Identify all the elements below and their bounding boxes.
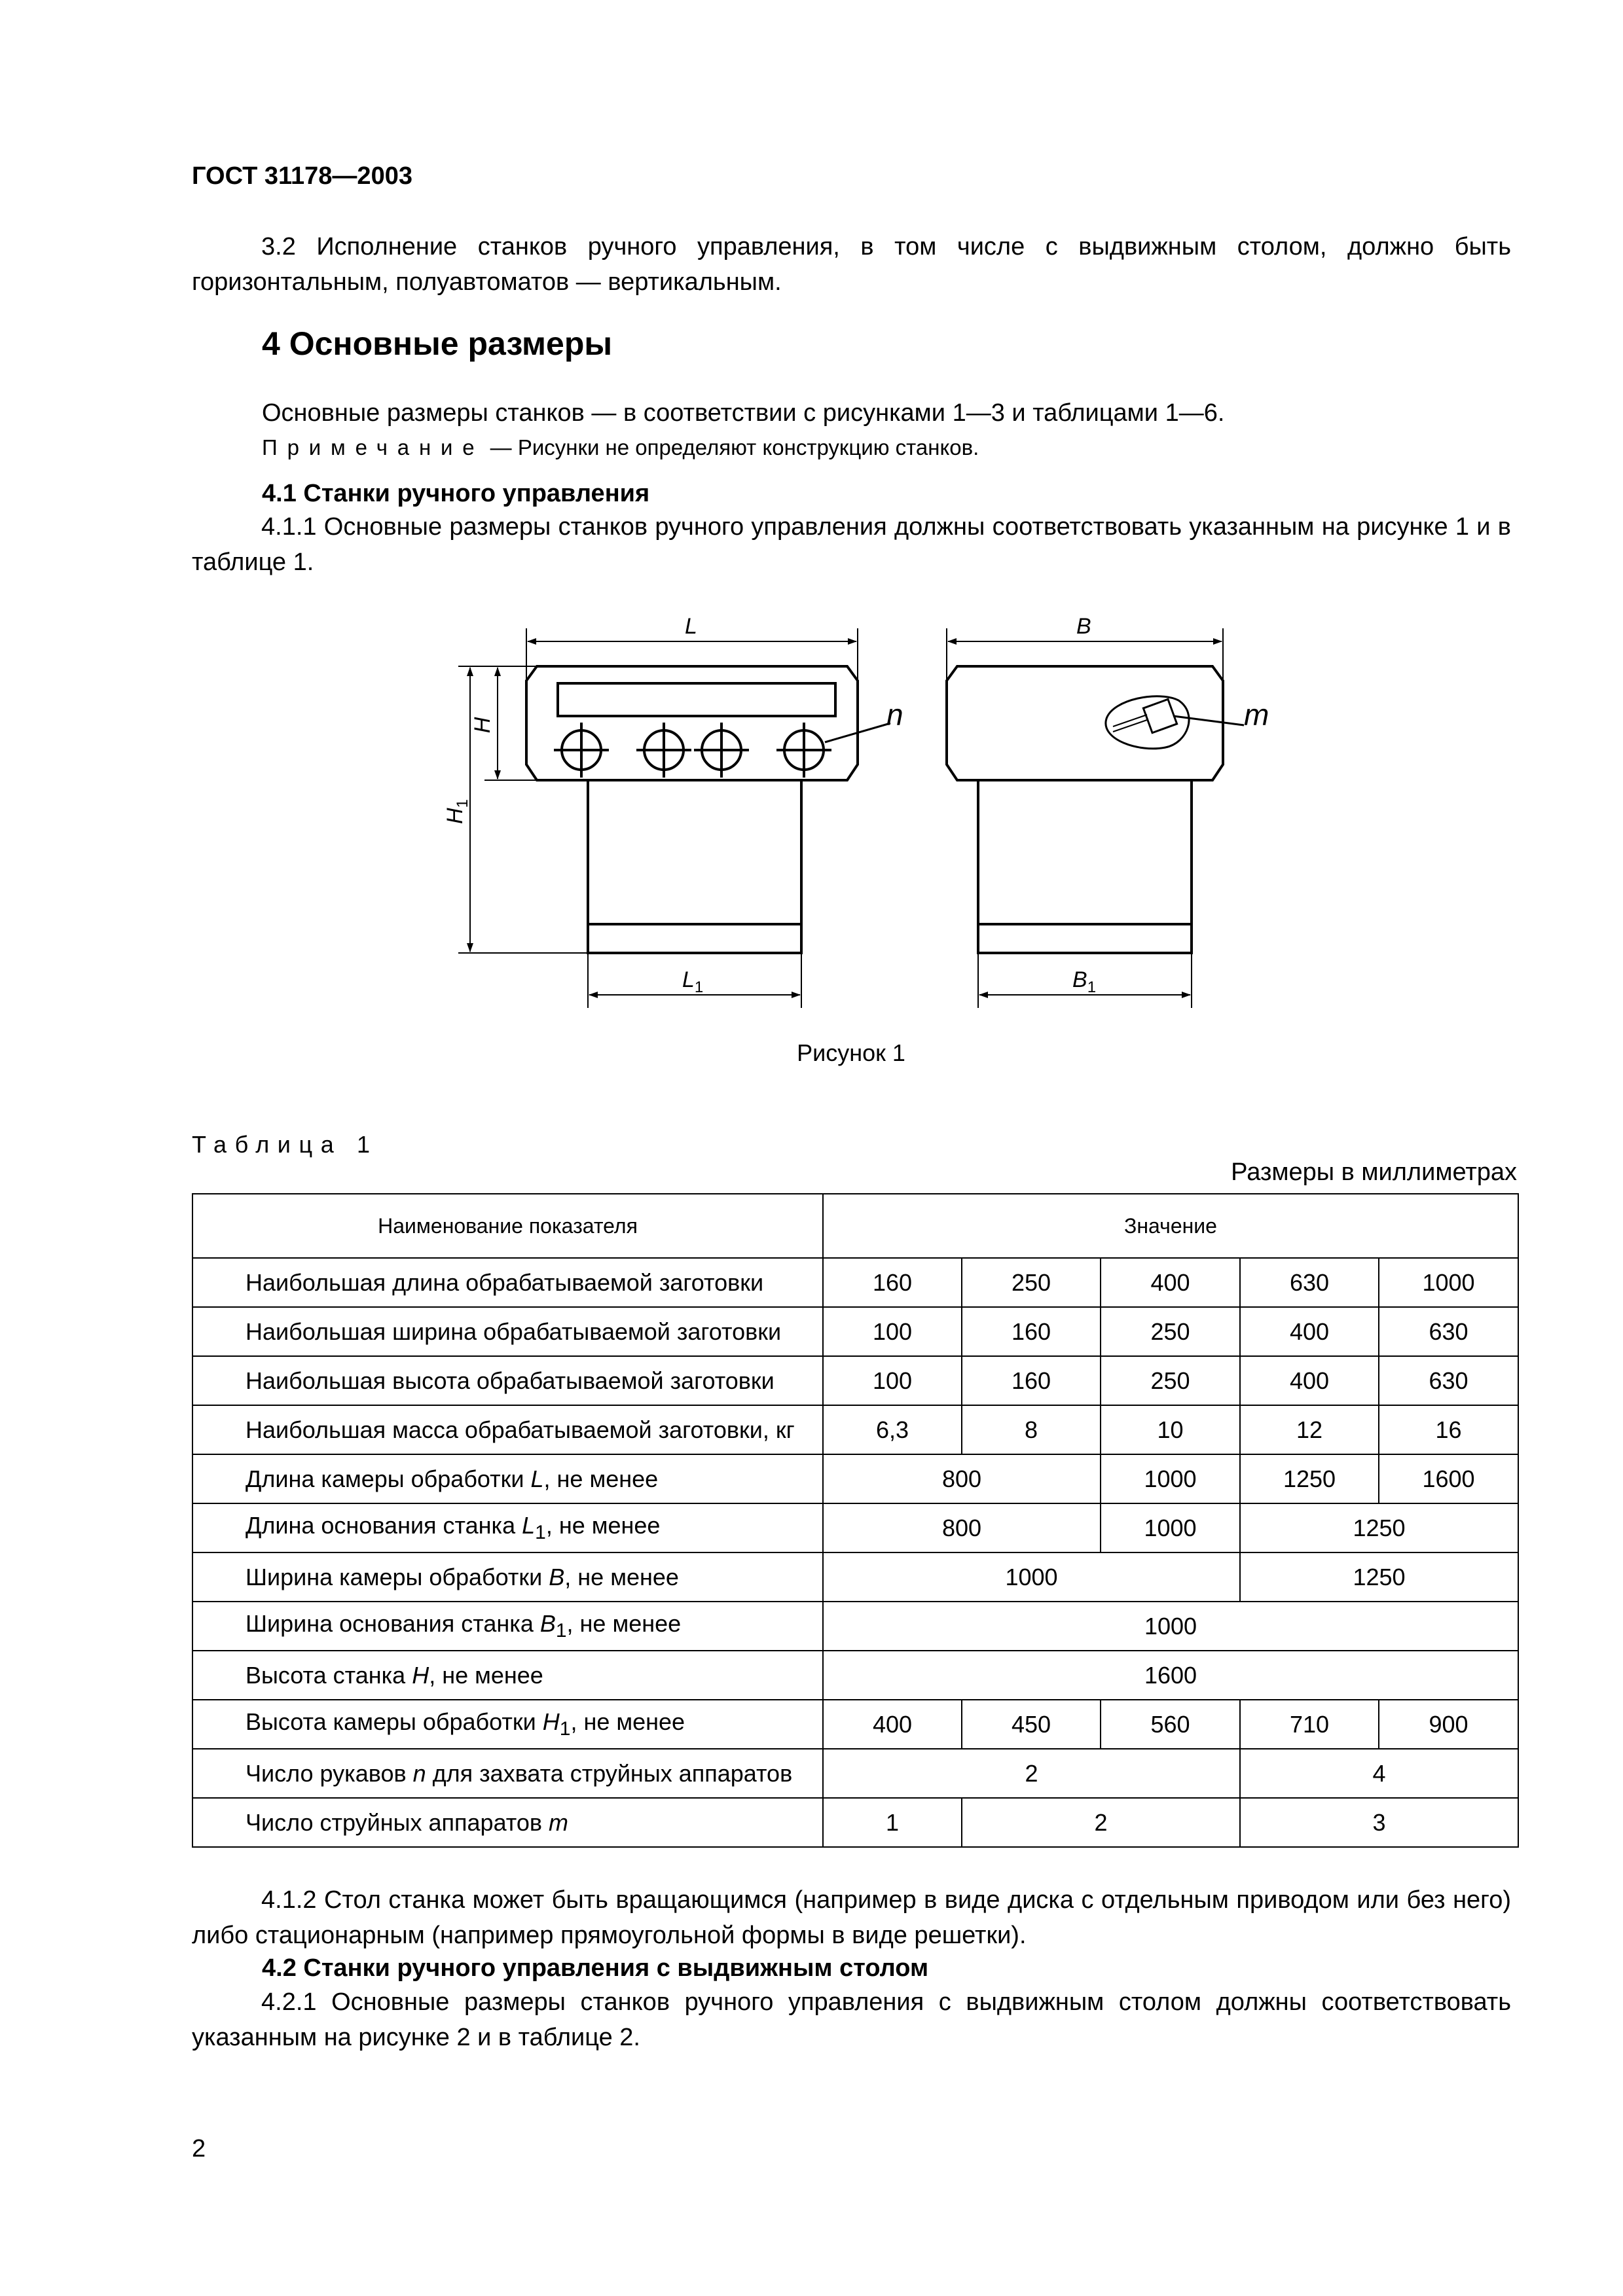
paragraph-4-1-1: 4.1.1 Основные размеры станков ручного управления должны соответствовать указанным на рисунке 1 и в таблице 1. (192, 513, 1511, 576)
table-row: Длина основания станка $L_1$, не менее 800 1000 1250 (192, 1503, 1518, 1552)
paragraph-4-1-2: 4.1.2 Стол станка может быть вращающимся (например в виде диска с отдельным приводом или без него) либо стационарным (например прямоугольной формы в виде решетки). (192, 1886, 1511, 1949)
table-row: Длина камеры обработки L, не менее 800 1000 1250 1600 (192, 1454, 1518, 1503)
chamber-side-outline (947, 666, 1223, 780)
section-4-title: 4 Основные размеры (262, 325, 613, 362)
table-row: Число рукавов n для захвата струйных аппаратов 2 4 (192, 1749, 1518, 1798)
section-4-1-title: 4.1 Станки ручного управления (262, 480, 650, 507)
table-1-units: Размеры в миллиметрах (1231, 1158, 1517, 1186)
label-H: H (470, 717, 495, 734)
table-row: Высота станка H, не менее 1600 (192, 1651, 1518, 1700)
paragraph-3-2: 3.2 Исполнение станков ручного управления, в том числе с выдвижным столом, должно быть горизонтальным, полуавтоматов — вертикальным. (192, 233, 1511, 296)
base-front (588, 780, 801, 924)
base-side (978, 780, 1192, 924)
table-header-row (192, 1194, 1518, 1258)
base-plate-side (978, 924, 1192, 953)
header-value: Значение (823, 1194, 1518, 1258)
figure-1 (0, 0, 1623, 1034)
table-row: Число струйных аппаратов m 1 2 3 (192, 1798, 1518, 1847)
table-1 (192, 1193, 1519, 1848)
table-row: Ширина камеры обработки B, не менее 1000 1250 (192, 1552, 1518, 1602)
note-label: Примечание (262, 435, 484, 459)
table-row: Наибольшая масса обрабатываемой заготовки, кг 6,3 8 10 12 16 (192, 1405, 1518, 1454)
label-L1: $L_1$ (682, 967, 704, 996)
sleeve-holes (554, 723, 831, 778)
label-m: m (1244, 698, 1269, 732)
table-row: Высота камеры обработки $H_1$, не менее 400 450 560 710 900 (192, 1700, 1518, 1749)
section-4-text: Основные размеры станков — в соответствии с рисунками 1—3 и таблицами 1—6. (262, 399, 1225, 427)
page-number: 2 (192, 2135, 206, 2162)
table-row: Ширина основания станка $B_1$, не менее 1000 (192, 1602, 1518, 1651)
table-row: Наибольшая высота обрабатываемой заготовки 100 160 250 400 630 (192, 1356, 1518, 1405)
note-text: — Рисунки не определяют конструкцию станков. (484, 435, 979, 459)
viewing-window (558, 683, 835, 716)
label-L: L (685, 614, 697, 639)
label-B1: $B_1$ (1072, 967, 1097, 996)
label-B: B (1076, 614, 1091, 639)
table-1-caption: Таблица 1 (192, 1131, 378, 1158)
table-row: Наибольшая ширина обрабатываемой заготовки 100 160 250 400 630 (192, 1307, 1518, 1356)
header-name: Наименование показателя (192, 1194, 823, 1258)
section-4-2-title: 4.2 Станки ручного управления с выдвижным столом (262, 1954, 929, 1982)
label-H1: $H_1$ (443, 799, 471, 824)
paragraph-4-2-1: 4.2.1 Основные размеры станков ручного управления с выдвижным столом должны соответствовать указанным на рисунке 2 и в таблице 2. (192, 1988, 1511, 2051)
label-n: n (886, 698, 903, 732)
base-plate-front (588, 924, 801, 953)
table-row: Наибольшая длина обрабатываемой заготовки 160 250 400 630 1000 (192, 1258, 1518, 1307)
figure-1-caption: Рисунок 1 (797, 1039, 905, 1066)
document-header: ГОСТ 31178—2003 (192, 162, 412, 190)
